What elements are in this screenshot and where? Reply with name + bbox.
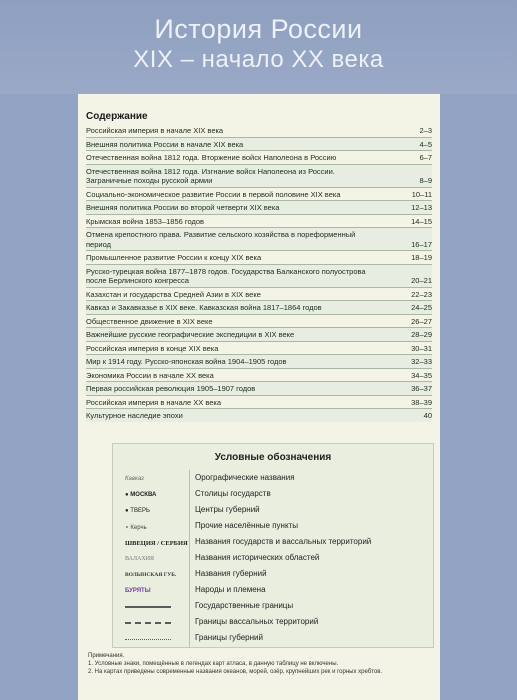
- toc-row[interactable]: [86, 150, 432, 164]
- legend-symbol-text: ∘ Керчь: [125, 524, 147, 531]
- legend-label: Названия государств и вассальных территорий: [195, 537, 372, 546]
- toc-row[interactable]: [86, 287, 432, 301]
- toc-row[interactable]: [86, 137, 432, 151]
- toc-heading: Содержание: [86, 111, 148, 122]
- toc-row[interactable]: [86, 354, 432, 368]
- toc-row[interactable]: [86, 300, 432, 314]
- toc-row[interactable]: [86, 227, 432, 250]
- legend-title: Условные обозначения: [214, 452, 332, 463]
- notes: [88, 652, 433, 676]
- toc-row[interactable]: [86, 327, 432, 341]
- toc-item-title: Отмена крепостного права. Развитие сельского хозяйства в пореформенный период: [86, 230, 356, 249]
- toc-item-title: Первая российская революция 1905–1907 годов: [86, 384, 256, 393]
- legend-box: [112, 443, 434, 648]
- toc-row[interactable]: [86, 314, 432, 328]
- toc-row[interactable]: [86, 368, 432, 382]
- page-title: История России: [154, 14, 363, 44]
- toc-item-title: Российская империя в начале XX века: [86, 397, 222, 407]
- toc-item-pages: 16–17: [411, 239, 432, 249]
- toc-row[interactable]: [86, 408, 432, 422]
- legend-symbol-text: ВОЛЫНСКАЯ ГУБ.: [125, 572, 177, 578]
- toc-row[interactable]: [86, 124, 432, 137]
- toc-item-title: Кавказ и Закавказье в XIX веке. Кавказская война 1817–1864 годов: [86, 303, 322, 312]
- toc-item-title: Промышленное развитие России к концу XIX века: [86, 253, 262, 262]
- toc-item-title: Казахстан и государства Средней Азии в XIX веке: [86, 289, 261, 299]
- toc-row[interactable]: [86, 250, 432, 264]
- toc-item-pages: 20–21: [411, 276, 432, 285]
- toc-item-pages: 2–3: [419, 126, 432, 135]
- legend-label: Названия губерний: [195, 569, 267, 578]
- toc-item-pages: 38–39: [411, 397, 432, 407]
- legend-symbol-text: БУРЯТЫ: [125, 588, 151, 594]
- toc-item-title: Отечественная война 1812 года. Вторжение войск Наполеона в Россию: [86, 153, 337, 162]
- toc-item-title: Российская империя в конце XIX века: [86, 343, 219, 353]
- toc-row[interactable]: [86, 264, 432, 287]
- note-2: 2. На картах приведены современные названия океанов, морей, озёр, крупнейших рек и горных хребтов.: [88, 669, 383, 675]
- toc-item-pages: 30–31: [411, 343, 432, 353]
- legend-label: Прочие населённые пункты: [195, 521, 298, 530]
- legend-symbol: [125, 630, 189, 648]
- content-panel: [78, 94, 440, 700]
- legend-label: Границы губерний: [195, 633, 263, 642]
- legend-label: Центры губерний: [195, 505, 260, 514]
- toc-row[interactable]: [86, 395, 432, 409]
- toc-item-pages: 36–37: [411, 384, 432, 393]
- toc-item-pages: 34–35: [411, 370, 432, 380]
- toc-item-title: Экономика России в начале XX века: [86, 370, 214, 380]
- toc-item-pages: 40: [423, 411, 432, 420]
- toc-item-title: Отечественная война 1812 года. Изгнание войск Наполеона из России. Заграничные походы русской армии: [86, 166, 335, 185]
- toc-item-pages: 8–9: [419, 176, 432, 185]
- legend-divider: [189, 630, 190, 648]
- legend-symbol-text: ВАЛАХИЯ: [125, 556, 155, 562]
- toc-item-pages: 6–7: [419, 153, 432, 162]
- toc-row[interactable]: [86, 187, 432, 201]
- toc-item-title: Культурное наследие эпохи: [86, 411, 183, 420]
- toc-item-pages: 14–15: [411, 216, 432, 226]
- toc-item-title: Мир к 1914 году. Русско-японская война 1904–1905 годов: [86, 357, 287, 366]
- border-line-symbol: [125, 606, 171, 608]
- legend-symbol-text: ШВЕЦИЯ / СЕРБИЯ: [125, 539, 188, 547]
- toc-item-pages: 32–33: [411, 357, 432, 366]
- border-line-symbol: [125, 622, 171, 624]
- legend-label: Названия исторических областей: [195, 553, 320, 562]
- legend-label: Столицы государств: [195, 489, 271, 498]
- toc-item-title: Российская империя в начале XIX века: [86, 126, 224, 135]
- toc-item-pages: 28–29: [411, 330, 432, 339]
- legend-row: [119, 630, 429, 648]
- border-line-symbol: [125, 639, 171, 640]
- legend-label: Государственные границы: [195, 601, 294, 610]
- toc-item-title: Внешняя политика России во второй четверти XIX века: [86, 203, 280, 212]
- toc-row[interactable]: [86, 341, 432, 355]
- legend-symbol-text: ● ТВЕРЬ: [125, 508, 150, 514]
- toc-item-title: Социально-экономическое развитие России в первой половине XIX века: [86, 189, 341, 199]
- legend-symbol-text: Кавказ: [125, 476, 144, 482]
- toc-row[interactable]: [86, 214, 432, 228]
- legend-label: Орографические названия: [195, 473, 295, 482]
- toc-list: [86, 124, 432, 422]
- toc-item-title: Важнейшие русские географические экспедиции в XIX веке: [86, 330, 295, 339]
- toc-item-pages: 22–23: [411, 289, 432, 299]
- toc-item-pages: 26–27: [411, 316, 432, 326]
- toc-item-pages: 24–25: [411, 303, 432, 312]
- legend-label: Границы вассальных территорий: [195, 617, 319, 626]
- legend-symbol-text: ● МОСКВА: [125, 492, 157, 498]
- toc-item-title: Общественное движение в XIX веке: [86, 316, 213, 326]
- toc-row[interactable]: [86, 200, 432, 214]
- legend-label: Народы и племена: [195, 585, 266, 594]
- toc-item-title: Внешняя политика России в начале XIX века: [86, 139, 244, 149]
- toc-item-pages: 18–19: [411, 253, 432, 262]
- toc-item-title: Русско-турецкая война 1877–1878 годов. Государства Балканского полуострова после Берлинского конгресса: [86, 266, 366, 285]
- toc-row[interactable]: [86, 164, 432, 187]
- notes-heading: Примечания.: [88, 653, 125, 659]
- note-1: 1. Условные знаки, помещённые в легендах карт атласа, в данную таблицу не включены.: [88, 661, 339, 667]
- toc-row[interactable]: [86, 381, 432, 395]
- toc-item-pages: 10–11: [411, 189, 432, 199]
- toc-item-title: Крымская война 1853–1856 годов: [86, 216, 204, 226]
- page-subtitle: XIX – начало XX века: [133, 46, 384, 73]
- toc-item-pages: 4–5: [419, 139, 432, 149]
- toc-item-pages: 12–13: [411, 203, 432, 212]
